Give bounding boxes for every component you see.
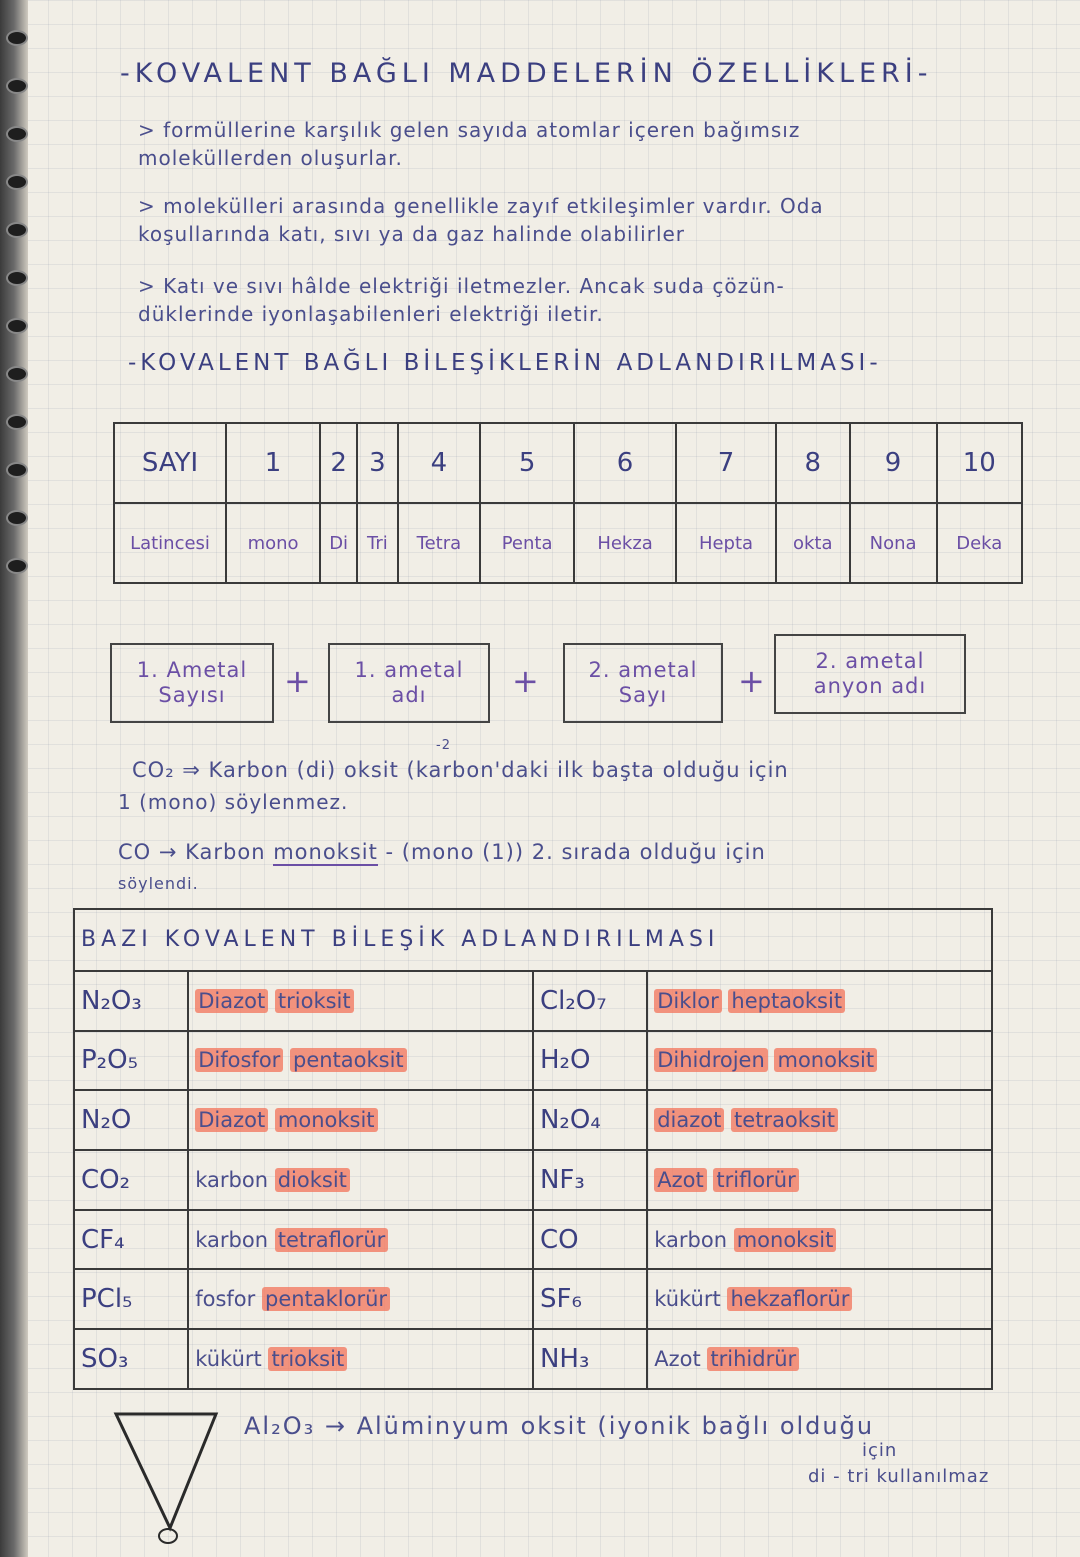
name-prefix: kükürt bbox=[654, 1287, 721, 1312]
co2-example-line2: 1 (mono) söylenmez. bbox=[118, 790, 349, 814]
formula-cell: SF₆ bbox=[533, 1269, 647, 1329]
co-example-line2: söylendi. bbox=[118, 874, 199, 893]
name-cell bbox=[647, 1031, 992, 1091]
name-prefix: Diazot bbox=[195, 989, 268, 1013]
formula-cell: CO bbox=[533, 1210, 647, 1270]
footer-line1: Al₂O₃ → Alüminyum oksit (iyonik bağlı olduğu bbox=[244, 1412, 875, 1440]
spiral-ring bbox=[6, 222, 28, 238]
property-2-line1: > molekülleri arasında genellikle zayıf etkileşimler vardır. Oda bbox=[138, 194, 824, 218]
co2-example-line1: CO₂ ⇒ Karbon (di) oksit (karbon'daki ilk başta olduğu için bbox=[132, 758, 789, 782]
name-cell bbox=[647, 971, 992, 1031]
name-suffix: pentaklorür bbox=[262, 1287, 390, 1311]
name-cell bbox=[188, 1329, 533, 1389]
prefix-cell: Hepta bbox=[676, 503, 776, 583]
formula-cell: P₂O₅ bbox=[74, 1031, 188, 1091]
name-prefix: diazot bbox=[654, 1108, 724, 1132]
formula-cell: N₂O₃ bbox=[74, 971, 188, 1031]
formula-cell: NH₃ bbox=[533, 1329, 647, 1389]
name-suffix: pentaoksit bbox=[290, 1048, 407, 1072]
formula-box-first-count: 1. Ametal Sayısı bbox=[110, 643, 274, 723]
property-1-line1: > formüllerine karşılık gelen sayıda atomlar içeren bağımsız bbox=[138, 118, 801, 142]
name-prefix: Azot bbox=[654, 1168, 706, 1192]
spiral-ring bbox=[6, 270, 28, 286]
plus-sign: + bbox=[284, 662, 311, 700]
name-cell bbox=[188, 1210, 533, 1270]
prefix-cell: Tri bbox=[357, 503, 397, 583]
footer-line2: için bbox=[862, 1440, 898, 1461]
page-title: -KOVALENT BAĞLI MADDELERİN ÖZELLİKLERİ- bbox=[120, 58, 933, 89]
formula-box-second-count: 2. ametal Sayı bbox=[563, 643, 723, 723]
prefix-cell: Deka bbox=[937, 503, 1022, 583]
spiral-ring bbox=[6, 78, 28, 94]
spiral-ring bbox=[6, 126, 28, 142]
prefix-row bbox=[114, 503, 1022, 583]
name-suffix: monoksit bbox=[734, 1228, 837, 1252]
name-cell bbox=[188, 1031, 533, 1091]
number-row bbox=[114, 423, 1022, 503]
spiral-ring bbox=[6, 414, 28, 430]
plus-sign: + bbox=[738, 662, 765, 700]
naming-title: -KOVALENT BAĞLI BİLEŞİKLERİN ADLANDIRILMASI- bbox=[128, 350, 882, 376]
name-cell bbox=[647, 1210, 992, 1270]
prefix-cell: mono bbox=[226, 503, 320, 583]
property-3-line2: düklerinde iyonlaşabilenleri elektriği iletir. bbox=[138, 302, 604, 326]
prefix-row-label: Latincesi bbox=[114, 503, 226, 583]
spiral-ring bbox=[6, 558, 28, 574]
number-cell: 5 bbox=[480, 423, 574, 503]
spiral-ring bbox=[6, 510, 28, 526]
name-cell bbox=[188, 971, 533, 1031]
table-row bbox=[74, 971, 992, 1031]
name-cell bbox=[188, 1150, 533, 1210]
number-cell: 10 bbox=[937, 423, 1022, 503]
formula-box-first-name: 1. ametal adı bbox=[328, 643, 490, 723]
spiral-ring bbox=[6, 462, 28, 478]
name-suffix: monoksit bbox=[774, 1048, 877, 1072]
name-prefix: karbon bbox=[195, 1227, 269, 1252]
name-prefix: karbon bbox=[654, 1227, 728, 1252]
number-cell: 4 bbox=[398, 423, 481, 503]
name-prefix: kükürt bbox=[195, 1347, 262, 1372]
name-suffix: trihidrür bbox=[707, 1347, 799, 1371]
formula-cell: NF₃ bbox=[533, 1150, 647, 1210]
formula-cell: SO₃ bbox=[74, 1329, 188, 1389]
name-suffix: tetraflorür bbox=[275, 1228, 389, 1252]
number-cell: 1 bbox=[226, 423, 320, 503]
table-row bbox=[74, 1210, 992, 1270]
name-prefix: karbon bbox=[195, 1167, 269, 1192]
formula-cell: N₂O bbox=[74, 1090, 188, 1150]
name-prefix: Azot bbox=[654, 1347, 701, 1372]
name-suffix: hekzaflorür bbox=[727, 1287, 852, 1311]
prefix-cell: Penta bbox=[480, 503, 574, 583]
name-cell bbox=[647, 1090, 992, 1150]
number-cell: 3 bbox=[357, 423, 397, 503]
formula-cell: Cl₂O₇ bbox=[533, 971, 647, 1031]
table-row bbox=[74, 1269, 992, 1329]
property-1-line2: moleküllerden oluşurlar. bbox=[138, 146, 403, 170]
name-suffix: tetraoksit bbox=[731, 1108, 838, 1132]
spiral-binding bbox=[0, 0, 28, 1557]
plus-sign: + bbox=[512, 662, 539, 700]
footer-line3: di - tri kullanılmaz bbox=[808, 1466, 990, 1487]
formula-cell: H₂O bbox=[533, 1031, 647, 1091]
table-row bbox=[74, 1329, 992, 1389]
co-example-prefix: CO → Karbon bbox=[118, 840, 274, 864]
name-cell bbox=[188, 1269, 533, 1329]
name-prefix: Diazot bbox=[195, 1108, 268, 1132]
name-cell bbox=[188, 1090, 533, 1150]
formula-cell: PCl₅ bbox=[74, 1269, 188, 1329]
name-prefix: Dihidrojen bbox=[654, 1048, 768, 1072]
co-example-suffix: - (mono (1)) 2. sırada olduğu için bbox=[377, 840, 766, 864]
name-suffix: trioksit bbox=[275, 989, 354, 1013]
name-cell bbox=[647, 1269, 992, 1329]
number-row-label: SAYI bbox=[114, 423, 226, 503]
name-prefix: fosfor bbox=[195, 1287, 256, 1312]
table-row bbox=[74, 1031, 992, 1091]
name-suffix: dioksit bbox=[275, 1168, 350, 1192]
spiral-ring bbox=[6, 318, 28, 334]
compounds-table-header: BAZI KOVALENT BİLEŞİK ADLANDIRILMASI bbox=[74, 909, 992, 971]
prefix-cell: Tetra bbox=[398, 503, 481, 583]
formula-cell: CF₄ bbox=[74, 1210, 188, 1270]
funnel-doodle-icon bbox=[112, 1410, 222, 1550]
latin-prefix-table bbox=[113, 422, 1023, 584]
number-cell: 8 bbox=[776, 423, 850, 503]
name-prefix: Diklor bbox=[654, 989, 721, 1013]
prefix-cell: Di bbox=[320, 503, 357, 583]
co2-example-superscript: -2 bbox=[436, 738, 451, 753]
property-3-line1: > Katı ve sıvı hâlde elektriği iletmezler. Ancak suda çözün- bbox=[138, 274, 785, 298]
name-suffix: trioksit bbox=[268, 1347, 347, 1371]
compounds-table-header-row bbox=[74, 909, 992, 971]
formula-cell: CO₂ bbox=[74, 1150, 188, 1210]
prefix-cell: okta bbox=[776, 503, 850, 583]
name-cell bbox=[647, 1150, 992, 1210]
spiral-ring bbox=[6, 30, 28, 46]
formula-box-anion-name: 2. ametal anyon adı bbox=[774, 634, 966, 714]
spiral-ring bbox=[6, 174, 28, 190]
compounds-table bbox=[73, 908, 993, 1390]
co-example-line1 bbox=[118, 840, 766, 864]
table-row bbox=[74, 1150, 992, 1210]
name-cell bbox=[647, 1329, 992, 1389]
table-row bbox=[74, 1090, 992, 1150]
formula-cell: N₂O₄ bbox=[533, 1090, 647, 1150]
spiral-ring bbox=[6, 366, 28, 382]
name-suffix: heptaoksit bbox=[728, 989, 845, 1013]
number-cell: 2 bbox=[320, 423, 357, 503]
number-cell: 9 bbox=[850, 423, 937, 503]
name-prefix: Difosfor bbox=[195, 1048, 283, 1072]
prefix-cell: Nona bbox=[850, 503, 937, 583]
prefix-cell: Hekza bbox=[574, 503, 676, 583]
property-2-line2: koşullarında katı, sıvı ya da gaz halinde olabilirler bbox=[138, 222, 686, 246]
name-suffix: triflorür bbox=[713, 1168, 798, 1192]
co-example-underlined-word: monoksit bbox=[273, 840, 378, 864]
number-cell: 7 bbox=[676, 423, 776, 503]
number-cell: 6 bbox=[574, 423, 676, 503]
name-suffix: monoksit bbox=[275, 1108, 378, 1132]
